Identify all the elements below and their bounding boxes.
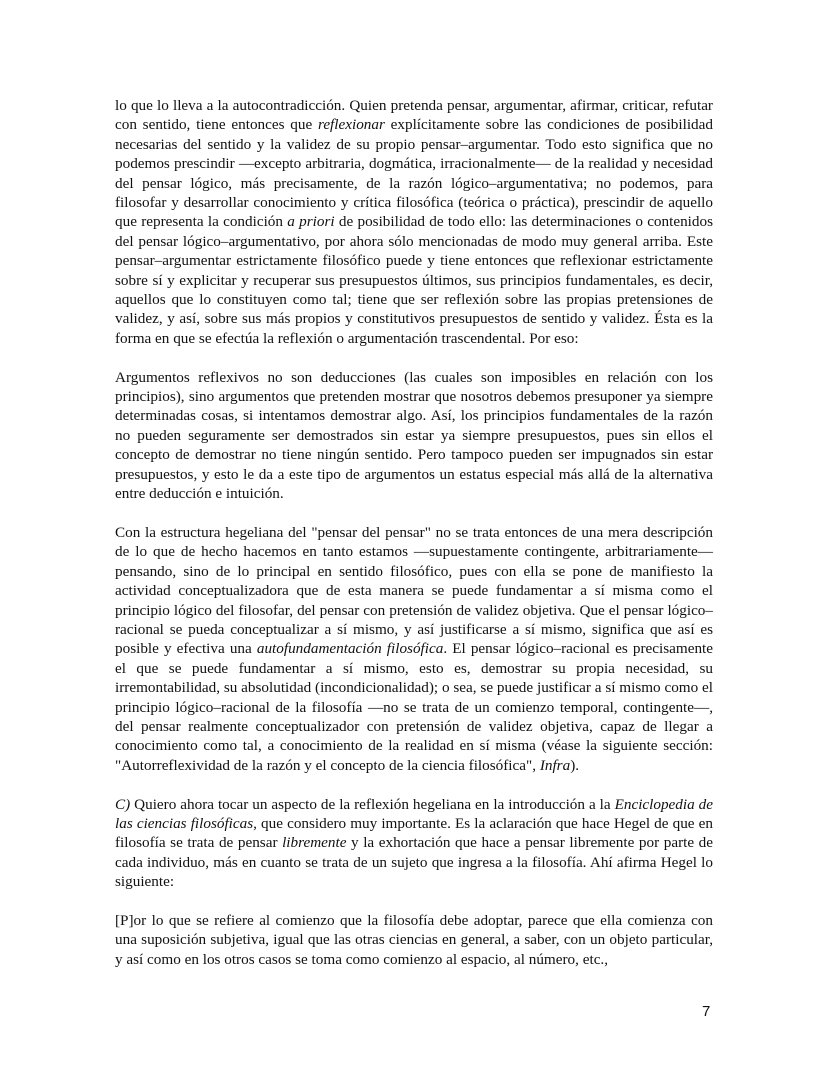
- paragraph-3-text-e: ).: [570, 756, 580, 774]
- paragraph-4-text-f: y la exhortación que hace a pensar libremente por parte de cada individuo, más en cuanto se trata de un sujeto que ingresa a la filosofía. Ahí afirma Hegel lo siguiente:: [115, 834, 713, 891]
- block-quote-1: Argumentos reflexivos no son deducciones (las cuales son imposibles en relación con los principios), sino argumentos que pretenden mostrar que nosotros debemos presuponer ya siempre determinadas cosas, si intentamos demostrar algo. Así, los principios fundamentales de la razón no pueden seguramente ser demostrados sin estar ya siempre presupuestos, pues sin ellos el concepto de demostrar no tiene ningún sentido. Pero tampoco pueden ser impugnados sin estar presupuestos, y esto le da a este tipo de argumentos un estatus especial más allá de la alternativa entre deducción e intuición.: [115, 368, 713, 503]
- paragraph-3: [115, 523, 713, 775]
- paragraph-4-text-b: Quiero ahora tocar un aspecto de la reflexión hegeliana en la introducción a la: [130, 795, 615, 813]
- paragraph-4-text-d: , que considero muy importante. Es la aclaración que hace Hegel de que en filosofía se trata de pensar: [115, 814, 713, 852]
- paragraph-1: [115, 96, 713, 348]
- emphasis-reflexionar: reflexionar: [317, 116, 385, 134]
- page-number: 7: [702, 1003, 711, 1020]
- emphasis-infra: Infra: [539, 756, 571, 774]
- emphasis-libremente: libremente: [282, 834, 347, 852]
- section-marker-c: C): [115, 795, 131, 813]
- paragraph-3-text-c: . El pensar lógico–racional es precisamente el que se puede fundamentar a sí mismo, esto es, demostrar su propia necesidad, su irremontabilidad, su absolutidad (incondicionalidad); o sea, se puede justificar a sí mismo como el principio lógico–racional de la filosofía —no se trata de un comienzo temporal, contingente—, del pensar realmente conceptualizador con pretensión de validez objetiva, capaz de llegar a conocimiento como tal, a conocimiento de la realidad en sí misma (véase la siguiente sección: "Autorreflexividad de la razón y el concepto de la ciencia filosófica",: [115, 640, 713, 774]
- emphasis-autofundamentacion: autofundamentación filosófica: [256, 640, 444, 658]
- emphasis-enciclopedia-title: Enciclopedia de las ciencias filosóficas: [115, 795, 713, 832]
- body-text: [115, 96, 713, 969]
- paragraph-1-text-e: de posibilidad de todo ello: las determinaciones o contenidos del pensar lógico–argumentativo, por ahora sólo mencionadas de modo muy general arriba. Este pensar–argumentar estrictamente filosófico puede y tiene entonces que reflexionar estrictamente sobre sí y explicitar y recuperar sus presupuestos últimos, sus principios fundamentales, es decir, aquellos que lo constituyen como tal; tiene que ser reflexión sobre las propias pretensiones de validez, y así, sobre sus más propios y constitutivos presupuestos de sentido y validez. Ésta es la forma en que se efectúa la reflexión o argumentación trascendental. Por eso:: [115, 213, 713, 347]
- paragraph-4: [115, 795, 713, 892]
- paragraph-3-text-a: Con la estructura hegeliana del "pensar del pensar" no se trata entonces de una mera descripción de lo que de hecho hacemos en tanto estamos —supuestamente contingente, arbitrariamente— pensando, sino de lo principal en sentido filosófico, pues con ella se pone de manifiesto la actividad conceptualizadora que de esta manera se puede fundamentar a sí misma como el principio lógico del filosofar, del pensar con pretensión de validez objetiva. Que el pensar lógico–racional se pueda conceptualizar a sí mismo, y así justificarse a sí mismo, significa que así es posible y efectiva una: [115, 523, 713, 658]
- emphasis-a-priori: a priori: [287, 213, 335, 231]
- paragraph-1-text-c: explícitamente sobre las condiciones de posibilidad necesarias del sentido y la validez de su propio pensar–argumentar. Todo esto significa que no podemos prescindir —excepto arbitraria, dogmática, irracionalmente— de la realidad y necesidad del pensar lógico, más precisamente, de la razón lógico–argumentativa; no podemos, para filosofar y desarrollar conocimiento y crítica filosófica (teórica o práctica), prescindir de aquello que representa la condición: [115, 116, 713, 231]
- paragraph-1-text-a: lo que lo lleva a la autocontradicción. Quien pretenda pensar, argumentar, afirmar, criticar, refutar con sentido, tiene entonces que: [115, 97, 713, 134]
- block-quote-2: [P]or lo que se refiere al comienzo que la filosofía debe adoptar, parece que ella comienza con una suposición subjetiva, igual que las otras ciencias en general, a saber, con un objeto particular, y así como en los otros casos se toma como comienzo al espacio, al número, etc.,: [115, 912, 713, 968]
